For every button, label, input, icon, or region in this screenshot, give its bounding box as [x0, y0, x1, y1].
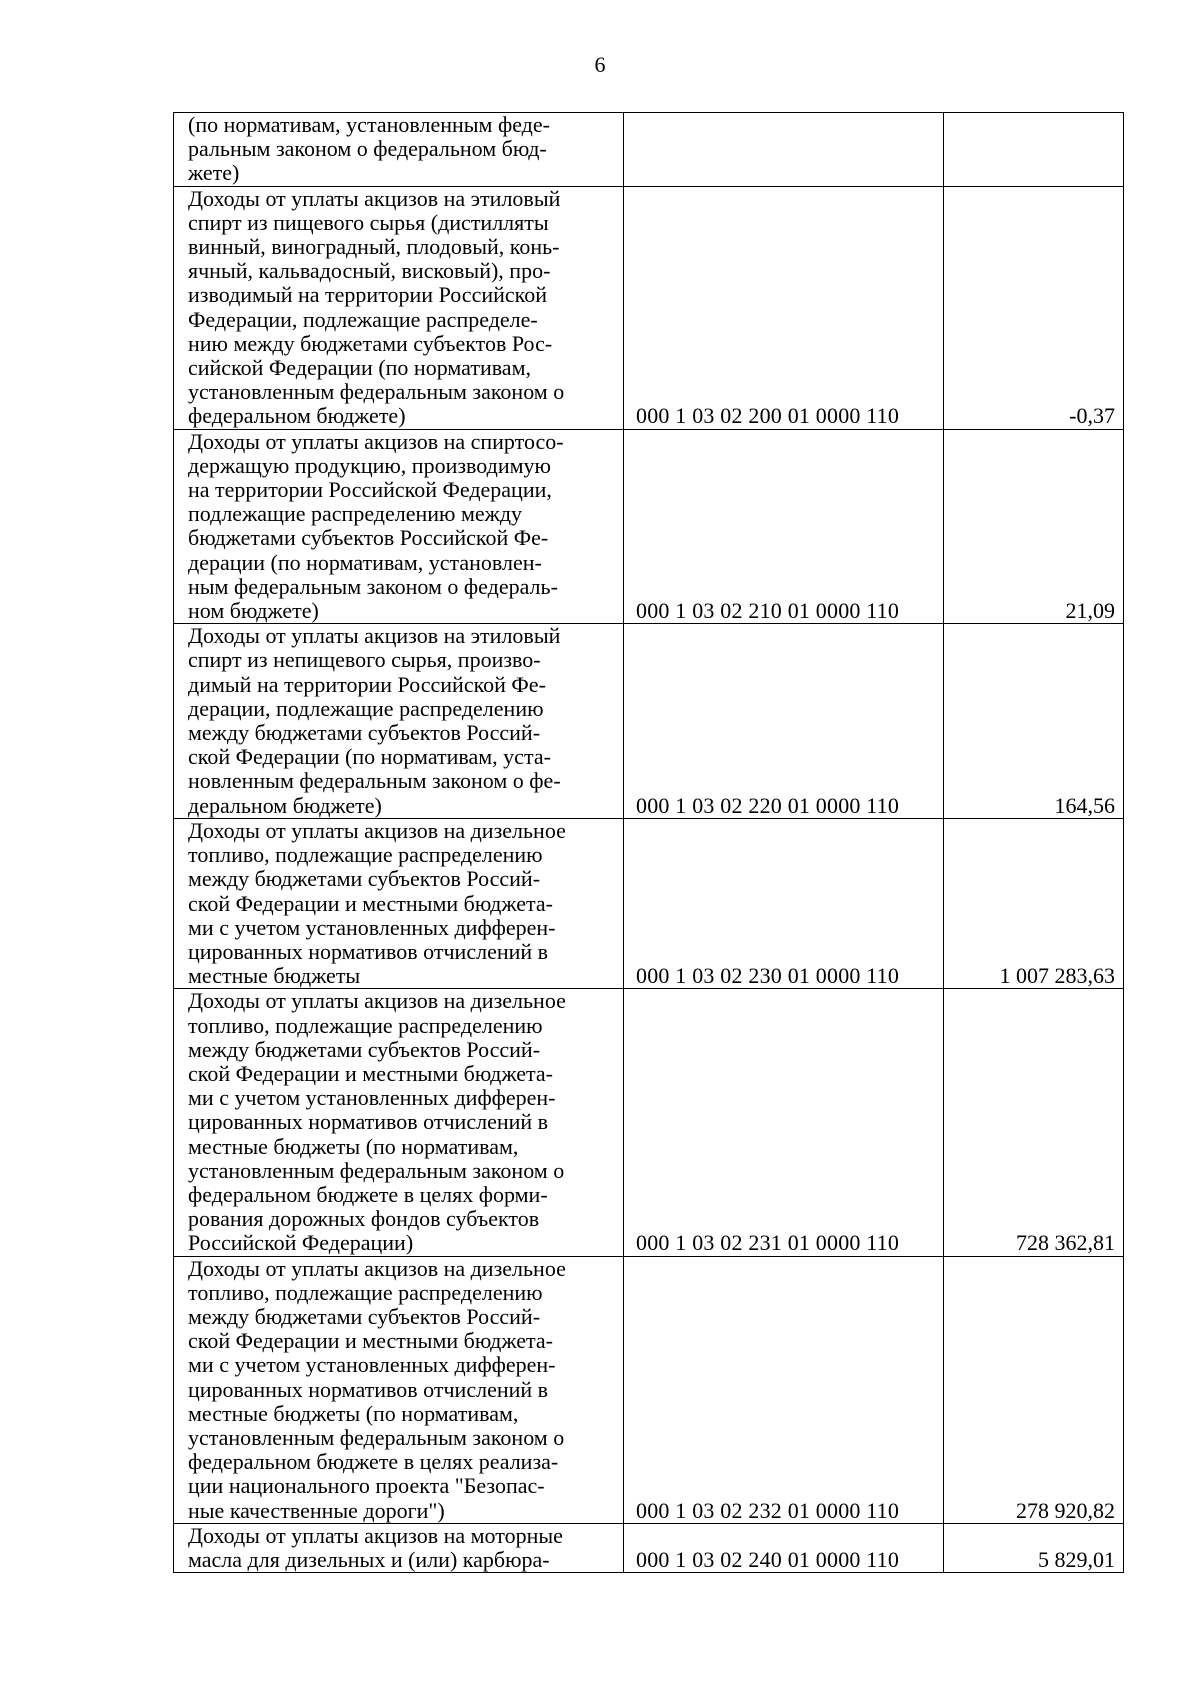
description-line: ми с учетом установленных дифферен-	[188, 1085, 556, 1111]
description-line: между бюджетами субъектов Россий-	[188, 866, 541, 892]
description-line: ральным законом о федеральном бюд-	[188, 136, 547, 162]
description-line: Российской Федерации)	[188, 1230, 414, 1256]
description-line: бюджетами субъектов Российской Фе-	[188, 525, 549, 551]
revenue-description-cell	[174, 818, 624, 988]
description-line: рования дорожных фондов субъектов	[188, 1206, 540, 1232]
description-line: топливо, подлежащие распределению	[188, 1279, 543, 1305]
page-number: 6	[594, 52, 606, 77]
description-line: ской Федерации и местными бюджета-	[188, 890, 553, 916]
description-line: димый на территории Российской Фе-	[188, 671, 546, 697]
description-line: Доходы от уплаты акцизов на моторные	[188, 1522, 563, 1548]
description-line: масла для дизельных и (или) карбюра-	[188, 1546, 550, 1572]
budget-code-cell: 000 1 03 02 220 01 0000 110	[624, 624, 944, 819]
revenue-description-cell	[174, 1523, 624, 1572]
amount-cell: 278 920,82	[944, 1256, 1124, 1523]
budget-code-cell	[624, 113, 944, 187]
description-line: изводимый на территории Российской	[188, 282, 547, 308]
table-row	[174, 1256, 1124, 1523]
table-row	[174, 818, 1124, 988]
budget-code-cell: 000 1 03 02 230 01 0000 110	[624, 818, 944, 988]
revenue-description-cell	[174, 1256, 624, 1523]
description-line: федеральном бюджете)	[188, 403, 406, 429]
amount-cell: 21,09	[944, 429, 1124, 624]
budget-code-cell: 000 1 03 02 231 01 0000 110	[624, 989, 944, 1256]
description-line: Доходы от уплаты акцизов на дизельное	[188, 1255, 566, 1281]
amount-cell	[944, 113, 1124, 187]
description-line: цированных нормативов отчислений в	[188, 1376, 549, 1402]
description-line: Доходы от уплаты акцизов на этиловый	[188, 185, 561, 211]
description-line: Доходы от уплаты акцизов на дизельное	[188, 988, 566, 1014]
description-line: ми с учетом установленных дифферен-	[188, 914, 556, 940]
description-line: ской Федерации и местными бюджета-	[188, 1328, 553, 1354]
budget-code-cell: 000 1 03 02 240 01 0000 110	[624, 1523, 944, 1572]
description-line: сийской Федерации (по нормативам,	[188, 355, 531, 381]
description-line: топливо, подлежащие распределению	[188, 1012, 543, 1038]
description-line: Доходы от уплаты акцизов на дизельное	[188, 817, 566, 843]
description-line: местные бюджеты (по нормативам,	[188, 1133, 519, 1159]
description-line: ми с учетом установленных дифферен-	[188, 1352, 556, 1378]
description-line: ской Федерации и местными бюджета-	[188, 1060, 553, 1086]
table-row	[174, 113, 1124, 187]
description-line: между бюджетами субъектов Россий-	[188, 720, 541, 746]
budget-code-cell: 000 1 03 02 210 01 0000 110	[624, 429, 944, 624]
description-line: топливо, подлежащие распределению	[188, 842, 543, 868]
description-line: подлежащие распределению между	[188, 501, 523, 527]
description-line: Федерации, подлежащие распределе-	[188, 306, 538, 332]
revenue-description-cell	[174, 186, 624, 429]
description-line: спирт из непищевого сырья, произво-	[188, 647, 541, 673]
description-line: федеральном бюджете в целях форми-	[188, 1181, 548, 1207]
description-line: держащую продукцию, производимую	[188, 452, 551, 478]
description-line: дерации, подлежащие распределению	[188, 695, 544, 721]
budget-code-cell: 000 1 03 02 200 01 0000 110	[624, 186, 944, 429]
description-line: спирт из пищевого сырья (дистилляты	[188, 209, 549, 235]
description-line: ячный, кальвадосный, висковый), про-	[188, 258, 551, 284]
description-line: цированных нормативов отчислений в	[188, 1109, 549, 1135]
revenue-description-cell	[174, 989, 624, 1256]
amount-cell: -0,37	[944, 186, 1124, 429]
revenue-description-cell	[174, 113, 624, 187]
description-line: ном бюджете)	[188, 598, 319, 624]
description-line: ской Федерации (по нормативам, уста-	[188, 744, 551, 770]
revenue-table	[173, 112, 1124, 1573]
amount-cell: 5 829,01	[944, 1523, 1124, 1572]
description-line: ции национального проекта "Безопас-	[188, 1473, 545, 1499]
revenue-table-body	[174, 113, 1124, 1573]
description-line: установленным федеральным законом о	[188, 379, 565, 405]
table-row	[174, 624, 1124, 819]
description-line: ным федеральным законом о федераль-	[188, 573, 558, 599]
description-line: новленным федеральным законом о фе-	[188, 768, 561, 794]
description-line: деральном бюджете)	[188, 792, 382, 818]
budget-code-cell: 000 1 03 02 232 01 0000 110	[624, 1256, 944, 1523]
amount-cell: 164,56	[944, 624, 1124, 819]
amount-cell: 728 362,81	[944, 989, 1124, 1256]
table-row	[174, 186, 1124, 429]
table-row	[174, 989, 1124, 1256]
description-line: Доходы от уплаты акцизов на спиртосо-	[188, 428, 564, 454]
description-line: между бюджетами субъектов Россий-	[188, 1036, 541, 1062]
revenue-description-cell	[174, 429, 624, 624]
description-line: (по нормативам, установленным феде-	[188, 112, 550, 137]
description-line: нию между бюджетами субъектов Рос-	[188, 330, 553, 356]
table-row	[174, 429, 1124, 624]
description-line: федеральном бюджете в целях реализа-	[188, 1449, 559, 1475]
description-line: жете)	[188, 160, 240, 186]
table-row	[174, 1523, 1124, 1572]
description-line: ные качественные дороги")	[188, 1497, 445, 1523]
description-line: Доходы от уплаты акцизов на этиловый	[188, 623, 561, 649]
description-line: винный, виноградный, плодовый, конь-	[188, 234, 560, 260]
description-line: на территории Российской Федерации,	[188, 477, 552, 503]
revenue-description-cell	[174, 624, 624, 819]
description-line: местные бюджеты (по нормативам,	[188, 1400, 519, 1426]
description-line: установленным федеральным законом о	[188, 1157, 565, 1183]
description-line: между бюджетами субъектов Россий-	[188, 1303, 541, 1329]
amount-cell: 1 007 283,63	[944, 818, 1124, 988]
description-line: дерации (по нормативам, установлен-	[188, 549, 542, 575]
description-line: установленным федеральным законом о	[188, 1424, 565, 1450]
description-line: цированных нормативов отчислений в	[188, 938, 549, 964]
description-line: местные бюджеты	[188, 963, 361, 989]
